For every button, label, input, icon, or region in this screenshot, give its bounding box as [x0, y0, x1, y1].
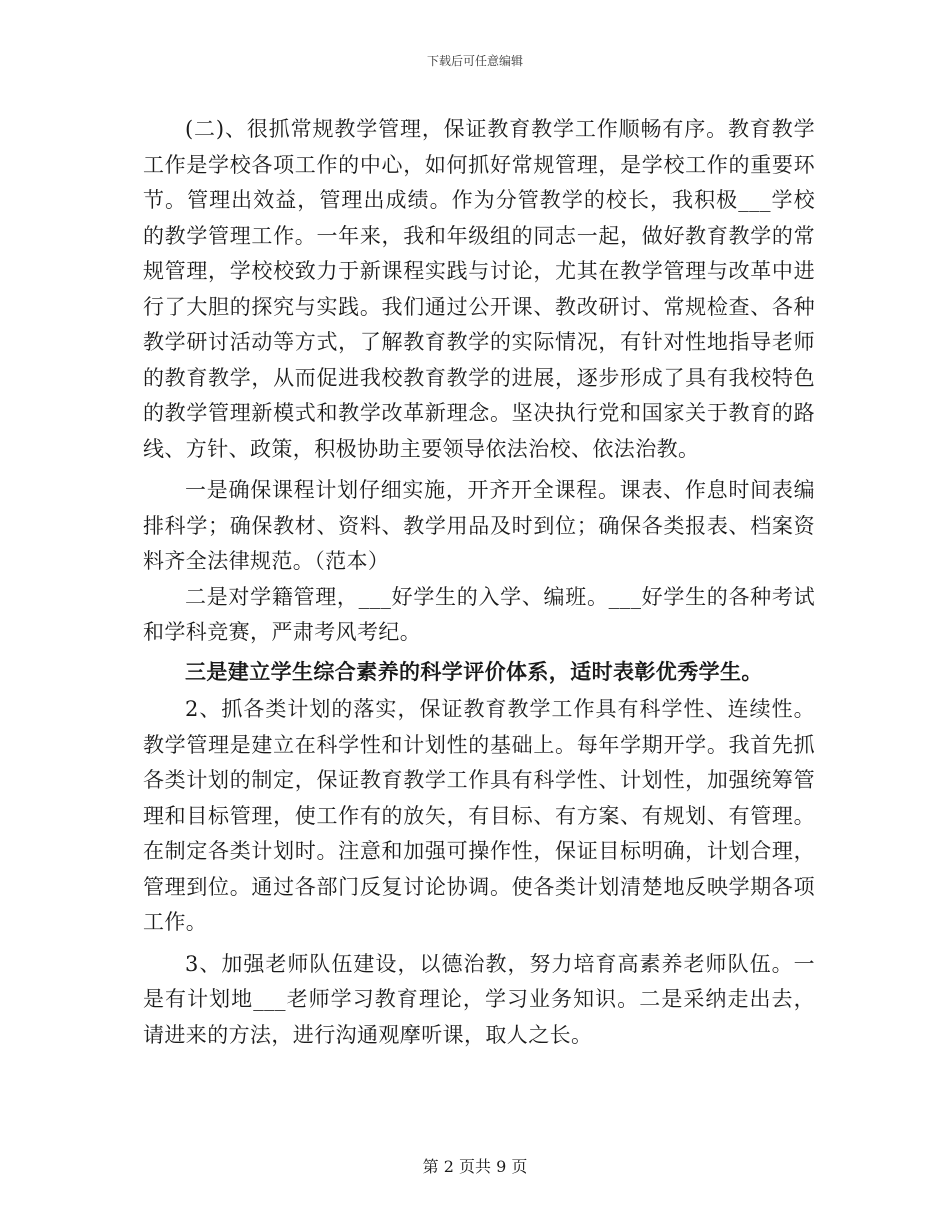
paragraph-regular-management: (二)、很抓常规教学管理，保证教育教学工作顺畅有序。教育教学工作是学校各项工作的中心，如何抓好常规管理，是学校工作的重要环节。管理出效益，管理出成绩。作为分管教学的校长，我积极___学校的教学管理工作。一年来，我和年级组的同志一起，做好教育教学的常规管理，学校校致力于新课程实践与讨论，尤其在教学管理与改革中进行了大胆的探究与实践。我们通过公开课、教改研讨、常规检查、各种教学研讨活动等方式，了解教育教学的实际情况，有针对性地指导老师的教育教学，从而促进我校教育教学的进展，逐步形成了具有我校特色的教学管理新模式和教学改革新理念。坚决执行党和国家关于教育的路线、方针、政策，积极协助主要领导依法治校、依法治教。 [143, 117, 815, 461]
document-body [143, 112, 815, 1053]
paragraph-teacher-team: 3、加强老师队伍建设，以德治教，努力培育高素养老师队伍。一是有计划地___老师学习教育理论，学习业务知识。二是采纳走出去，请进来的方法，进行沟通观摩听课，取人之长。 [143, 951, 815, 1047]
paragraph-curriculum-plan: 一是确保课程计划仔细实施，开齐开全课程。课表、作息时间表编排科学；确保教材、资料、教学用品及时到位；确保各类报表、档案资料齐全法律规范。（范本） [143, 478, 815, 573]
page-header-note: 下载后可任意编辑 [426, 54, 523, 68]
paragraph-student-records: 二是对学籍管理，___好学生的入学、编班。___好学生的各种考试和学科竞赛，严肃考风考纪。 [143, 584, 815, 644]
paragraph-plan-implementation: 2、抓各类计划的落实，保证教育教学工作具有科学性、连续性。教学管理是建立在科学性和计划性的基础上。每年学期开学。我首先抓各类计划的制定，保证教育教学工作具有科学性、计划性，加强统筹管理和目标管理，使工作有的放矢，有目标、有方案、有规划、有管理。在制定各类计划时。注意和加强可操作性，保证目标明确，计划合理，管理到位。通过各部门反复讨论协调。使各类计划清楚地反映学期各项工作。 [143, 697, 815, 934]
page-number: 第 2 页共 9 页 [422, 1157, 528, 1176]
paragraph-evaluation-system: 三是建立学生综合素养的科学评价体系，适时表彰优秀学生。 [185, 658, 763, 684]
